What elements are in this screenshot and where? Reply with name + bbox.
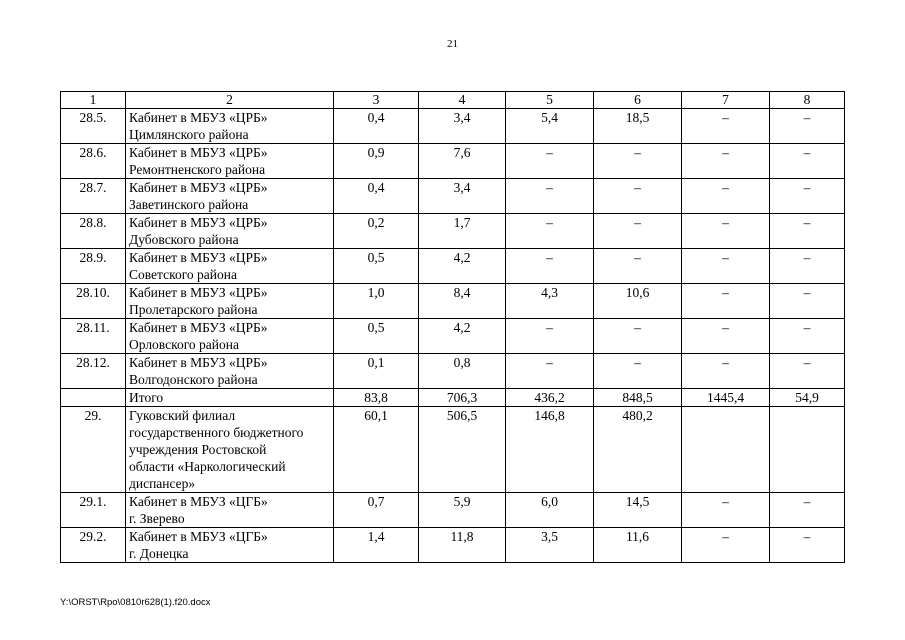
institution-name-line: Кабинет в МБУЗ «ЦРБ» (129, 320, 268, 335)
value-cell-c4: 3,4 (419, 179, 506, 214)
value-cell-c5: – (506, 354, 594, 389)
value-cell-c3: 60,1 (334, 407, 419, 493)
row-number-cell: 29. (61, 407, 126, 493)
institution-name-line: Заветинского района (129, 197, 249, 212)
institution-name-line: Волгодонского района (129, 372, 258, 387)
row-number-cell: 28.5. (61, 109, 126, 144)
value-cell-c7: – (682, 249, 770, 284)
data-table (60, 91, 845, 563)
institution-name-line: учреждения Ростовской (129, 442, 267, 457)
institution-name-line: Советского района (129, 267, 237, 282)
table-row (61, 354, 845, 389)
value-cell-c6: 10,6 (594, 284, 682, 319)
table-row (61, 407, 845, 493)
value-cell-c5: – (506, 214, 594, 249)
table-row (61, 179, 845, 214)
value-cell-c7: – (682, 493, 770, 528)
value-cell-c5: 436,2 (506, 389, 594, 407)
institution-name-line: Пролетарского района (129, 302, 258, 317)
institution-name-line: диспансер» (129, 476, 196, 491)
value-cell-c7: – (682, 144, 770, 179)
institution-name-cell (126, 144, 334, 179)
value-cell-c6: 848,5 (594, 389, 682, 407)
institution-name-line: Цимлянского района (129, 127, 249, 142)
value-cell-c3: 83,8 (334, 389, 419, 407)
header-cell: 8 (770, 92, 845, 109)
row-number-cell (61, 389, 126, 407)
value-cell-c4: 11,8 (419, 528, 506, 563)
table-row (61, 319, 845, 354)
institution-name-cell (126, 407, 334, 493)
institution-name-line: Итого (129, 390, 164, 405)
value-cell-c7: 1445,4 (682, 389, 770, 407)
value-cell-c6: 18,5 (594, 109, 682, 144)
table-row (61, 109, 845, 144)
value-cell-c8: – (770, 493, 845, 528)
row-number-cell: 28.6. (61, 144, 126, 179)
value-cell-c6: 11,6 (594, 528, 682, 563)
table-row (61, 144, 845, 179)
value-cell-c5: 4,3 (506, 284, 594, 319)
institution-name-cell (126, 528, 334, 563)
header-cell: 5 (506, 92, 594, 109)
value-cell-c8: – (770, 214, 845, 249)
institution-name-cell (126, 354, 334, 389)
value-cell-c8: – (770, 284, 845, 319)
value-cell-c6: – (594, 319, 682, 354)
institution-name-cell (126, 284, 334, 319)
value-cell-c7: – (682, 214, 770, 249)
institution-name-line: Кабинет в МБУЗ «ЦРБ» (129, 110, 268, 125)
value-cell-c6: – (594, 249, 682, 284)
value-cell-c4: 8,4 (419, 284, 506, 319)
table-row (61, 284, 845, 319)
institution-name-line: Кабинет в МБУЗ «ЦРБ» (129, 180, 268, 195)
institution-name-cell (126, 109, 334, 144)
row-number-cell: 28.8. (61, 214, 126, 249)
value-cell-c4: 5,9 (419, 493, 506, 528)
value-cell-c7 (682, 407, 770, 493)
value-cell-c3: 0,5 (334, 249, 419, 284)
value-cell-c8: – (770, 144, 845, 179)
header-cell: 6 (594, 92, 682, 109)
value-cell-c3: 0,2 (334, 214, 419, 249)
value-cell-c4: 7,6 (419, 144, 506, 179)
value-cell-c6: – (594, 214, 682, 249)
institution-name-line: Кабинет в МБУЗ «ЦРБ» (129, 145, 268, 160)
row-number-cell: 29.2. (61, 528, 126, 563)
value-cell-c6: – (594, 354, 682, 389)
value-cell-c4: 4,2 (419, 249, 506, 284)
value-cell-c3: 0,4 (334, 179, 419, 214)
value-cell-c3: 0,9 (334, 144, 419, 179)
value-cell-c8: – (770, 354, 845, 389)
value-cell-c3: 0,7 (334, 493, 419, 528)
header-cell: 1 (61, 92, 126, 109)
value-cell-c6: – (594, 144, 682, 179)
institution-name-line: Ремонтненского района (129, 162, 266, 177)
institution-name-cell (126, 214, 334, 249)
institution-name-line: Кабинет в МБУЗ «ЦРБ» (129, 250, 268, 265)
value-cell-c5: 5,4 (506, 109, 594, 144)
institution-name-line: Орловского района (129, 337, 239, 352)
value-cell-c8: – (770, 109, 845, 144)
value-cell-c5: 146,8 (506, 407, 594, 493)
value-cell-c4: 4,2 (419, 319, 506, 354)
table-row (61, 249, 845, 284)
row-number-cell: 28.12. (61, 354, 126, 389)
row-number-cell: 28.9. (61, 249, 126, 284)
institution-name-cell (126, 179, 334, 214)
value-cell-c3: 0,5 (334, 319, 419, 354)
value-cell-c5: 6,0 (506, 493, 594, 528)
value-cell-c8: – (770, 528, 845, 563)
table-row (61, 493, 845, 528)
institution-name-cell (126, 389, 334, 407)
value-cell-c8: – (770, 319, 845, 354)
institution-name-line: области «Наркологический (129, 459, 286, 474)
value-cell-c8: 54,9 (770, 389, 845, 407)
value-cell-c7: – (682, 319, 770, 354)
institution-name-line: г. Донецка (129, 546, 189, 561)
institution-name-line: Дубовского района (129, 232, 239, 247)
row-number-cell: 28.11. (61, 319, 126, 354)
table-row (61, 528, 845, 563)
table-row (61, 389, 845, 407)
footer-file-path: Y:\ORST\Rpo\0810r628(1).f20.docx (60, 597, 211, 608)
value-cell-c3: 0,1 (334, 354, 419, 389)
value-cell-c5: 3,5 (506, 528, 594, 563)
table-header-row (61, 92, 845, 109)
value-cell-c7: – (682, 179, 770, 214)
value-cell-c5: – (506, 249, 594, 284)
institution-name-line: Гуковский филиал (129, 408, 236, 423)
institution-name-line: Кабинет в МБУЗ «ЦГБ» (129, 494, 268, 509)
value-cell-c4: 0,8 (419, 354, 506, 389)
value-cell-c6: 14,5 (594, 493, 682, 528)
institution-name-line: Кабинет в МБУЗ «ЦГБ» (129, 529, 268, 544)
value-cell-c5: – (506, 144, 594, 179)
value-cell-c8: – (770, 249, 845, 284)
institution-name-line: Кабинет в МБУЗ «ЦРБ» (129, 215, 268, 230)
value-cell-c4: 3,4 (419, 109, 506, 144)
institution-name-cell (126, 493, 334, 528)
value-cell-c3: 1,0 (334, 284, 419, 319)
value-cell-c7: – (682, 284, 770, 319)
value-cell-c7: – (682, 528, 770, 563)
value-cell-c7: – (682, 109, 770, 144)
value-cell-c6: 480,2 (594, 407, 682, 493)
institution-name-line: государственного бюджетного (129, 425, 304, 440)
value-cell-c7: – (682, 354, 770, 389)
value-cell-c6: – (594, 179, 682, 214)
value-cell-c4: 706,3 (419, 389, 506, 407)
header-cell: 7 (682, 92, 770, 109)
institution-name-line: Кабинет в МБУЗ «ЦРБ» (129, 355, 268, 370)
value-cell-c5: – (506, 319, 594, 354)
value-cell-c3: 0,4 (334, 109, 419, 144)
institution-name-cell (126, 319, 334, 354)
row-number-cell: 28.7. (61, 179, 126, 214)
header-cell: 3 (334, 92, 419, 109)
row-number-cell: 29.1. (61, 493, 126, 528)
header-cell: 4 (419, 92, 506, 109)
value-cell-c3: 1,4 (334, 528, 419, 563)
page-number: 21 (447, 38, 458, 50)
institution-name-line: г. Зверево (129, 511, 185, 526)
value-cell-c8 (770, 407, 845, 493)
institution-name-line: Кабинет в МБУЗ «ЦРБ» (129, 285, 268, 300)
institution-name-cell (126, 249, 334, 284)
table-row (61, 214, 845, 249)
value-cell-c4: 1,7 (419, 214, 506, 249)
value-cell-c5: – (506, 179, 594, 214)
table-body (61, 109, 845, 563)
row-number-cell: 28.10. (61, 284, 126, 319)
header-cell: 2 (126, 92, 334, 109)
value-cell-c8: – (770, 179, 845, 214)
value-cell-c4: 506,5 (419, 407, 506, 493)
